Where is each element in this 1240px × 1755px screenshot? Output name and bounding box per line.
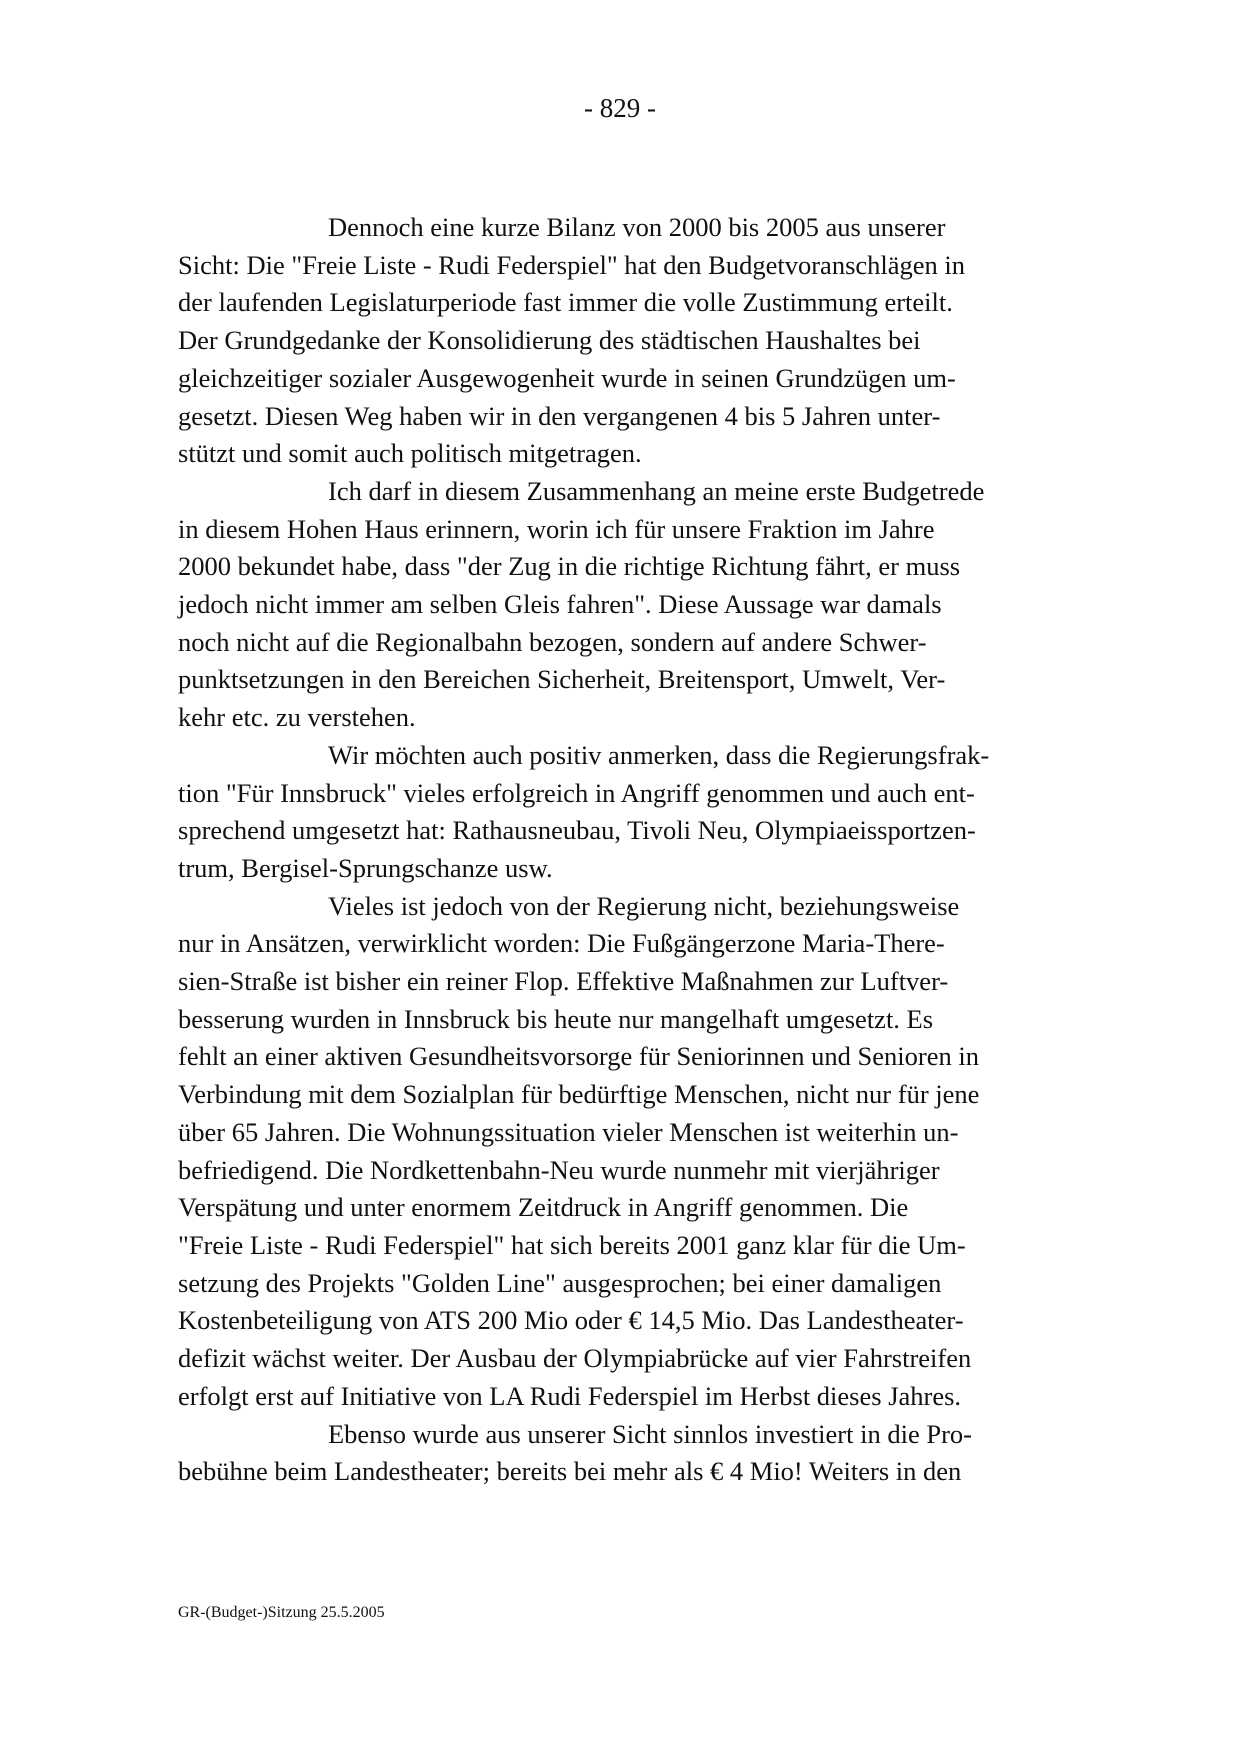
text-line: defizit wächst weiter. Der Ausbau der Olympiabrücke auf vier Fahrstreifen [178,1343,972,1374]
text-line: Kostenbeteiligung von ATS 200 Mio oder € 14,5 Mio. Das Landestheater- [178,1305,964,1336]
text-line: fehlt an einer aktiven Gesundheitsvorsorge für Seniorinnen und Senioren in [178,1041,979,1072]
text-line: Der Grundgedanke der Konsolidierung des städtischen Haushaltes bei [178,325,921,356]
text-line: Ich darf in diesem Zusammenhang an meine erste Budgetrede [328,475,985,506]
text-line: punktsetzungen in den Bereichen Sicherheit, Breitensport, Umwelt, Ver- [178,664,946,695]
text-line: Dennoch eine kurze Bilanz von 2000 bis 2005 aus unserer [328,212,946,242]
text-line: tion "Für Innsbruck" vieles erfolgreich in Angriff genommen und auch ent- [178,777,975,808]
text-line: Verspätung und unter enormem Zeitdruck in Angriff genommen. Die [178,1192,909,1223]
text-line: sprechend umgesetzt hat: Rathausneubau, Tivoli Neu, Olympiaeissportzen- [178,815,976,846]
text-line: trum, Bergisel-Sprungschanze usw. [178,852,553,883]
paragraph-2 [178,473,1068,737]
text-line: befriedigend. Die Nordkettenbahn-Neu wurde nunmehr mit vierjähriger [178,1154,940,1185]
text-line: setzung des Projekts "Golden Line" ausgesprochen; bei einer damaligen [178,1267,942,1298]
text-line: Verbindung mit dem Sozialplan für bedürftige Menschen, nicht nur für jene [178,1079,980,1110]
paragraph-4 [178,888,1068,1416]
text-line: nur in Ansätzen, verwirklicht worden: Die Fußgängerzone Maria-There- [178,928,945,959]
text-line: in diesem Hohen Haus erinnern, worin ich für unsere Fraktion im Jahre [178,513,935,544]
text-line: Vieles ist jedoch von der Regierung nicht, beziehungsweise [328,890,960,921]
text-line: gesetzt. Diesen Weg haben wir in den vergangenen 4 bis 5 Jahren unter- [178,400,941,431]
text-line: der laufenden Legislaturperiode fast immer die volle Zustimmung erteilt. [178,287,953,318]
footer: GR-(Budget-)Sitzung 25.5.2005 [178,1604,385,1621]
text-line: 2000 bekundet habe, dass "der Zug in die richtige Richtung fährt, er muss [178,551,961,582]
text-line: über 65 Jahren. Die Wohnungssituation vieler Menschen ist weiterhin un- [178,1116,959,1147]
body-text [178,209,1068,1491]
text-line: Ebenso wurde aus unserer Sicht sinnlos investiert in die Pro- [328,1418,972,1449]
paragraph-5 [178,1416,1068,1491]
text-line: stützt und somit auch politisch mitgetragen. [178,438,642,469]
text-line: erfolgt erst auf Initiative von LA Rudi Federspiel im Herbst dieses Jahres. [178,1380,962,1411]
text-line: Sicht: Die "Freie Liste - Rudi Federspiel" hat den Budgetvoranschlägen in [178,249,966,280]
text-line: kehr etc. zu verstehen. [178,702,416,733]
page-number: - 829 - [584,93,656,123]
paragraph-3 [178,737,1068,888]
text-line: noch nicht auf die Regionalbahn bezogen, sondern auf andere Schwer- [178,626,927,657]
text-line: gleichzeitiger sozialer Ausgewogenheit wurde in seinen Grundzügen um- [178,362,956,393]
text-line: Wir möchten auch positiv anmerken, dass die Regierungsfrak- [328,739,990,770]
text-line: sien-Straße ist bisher ein reiner Flop. Effektive Maßnahmen zur Luftver- [178,966,949,997]
text-line: "Freie Liste - Rudi Federspiel" hat sich bereits 2001 ganz klar für die Um- [178,1229,966,1260]
text-line: bebühne beim Landestheater; bereits bei mehr als € 4 Mio! Weiters in den [178,1456,962,1487]
text-line: besserung wurden in Innsbruck bis heute nur mangelhaft umgesetzt. Es [178,1003,934,1034]
paragraph-1 [178,209,1068,473]
text-line: jedoch nicht immer am selben Gleis fahren". Diese Aussage war damals [178,589,942,620]
